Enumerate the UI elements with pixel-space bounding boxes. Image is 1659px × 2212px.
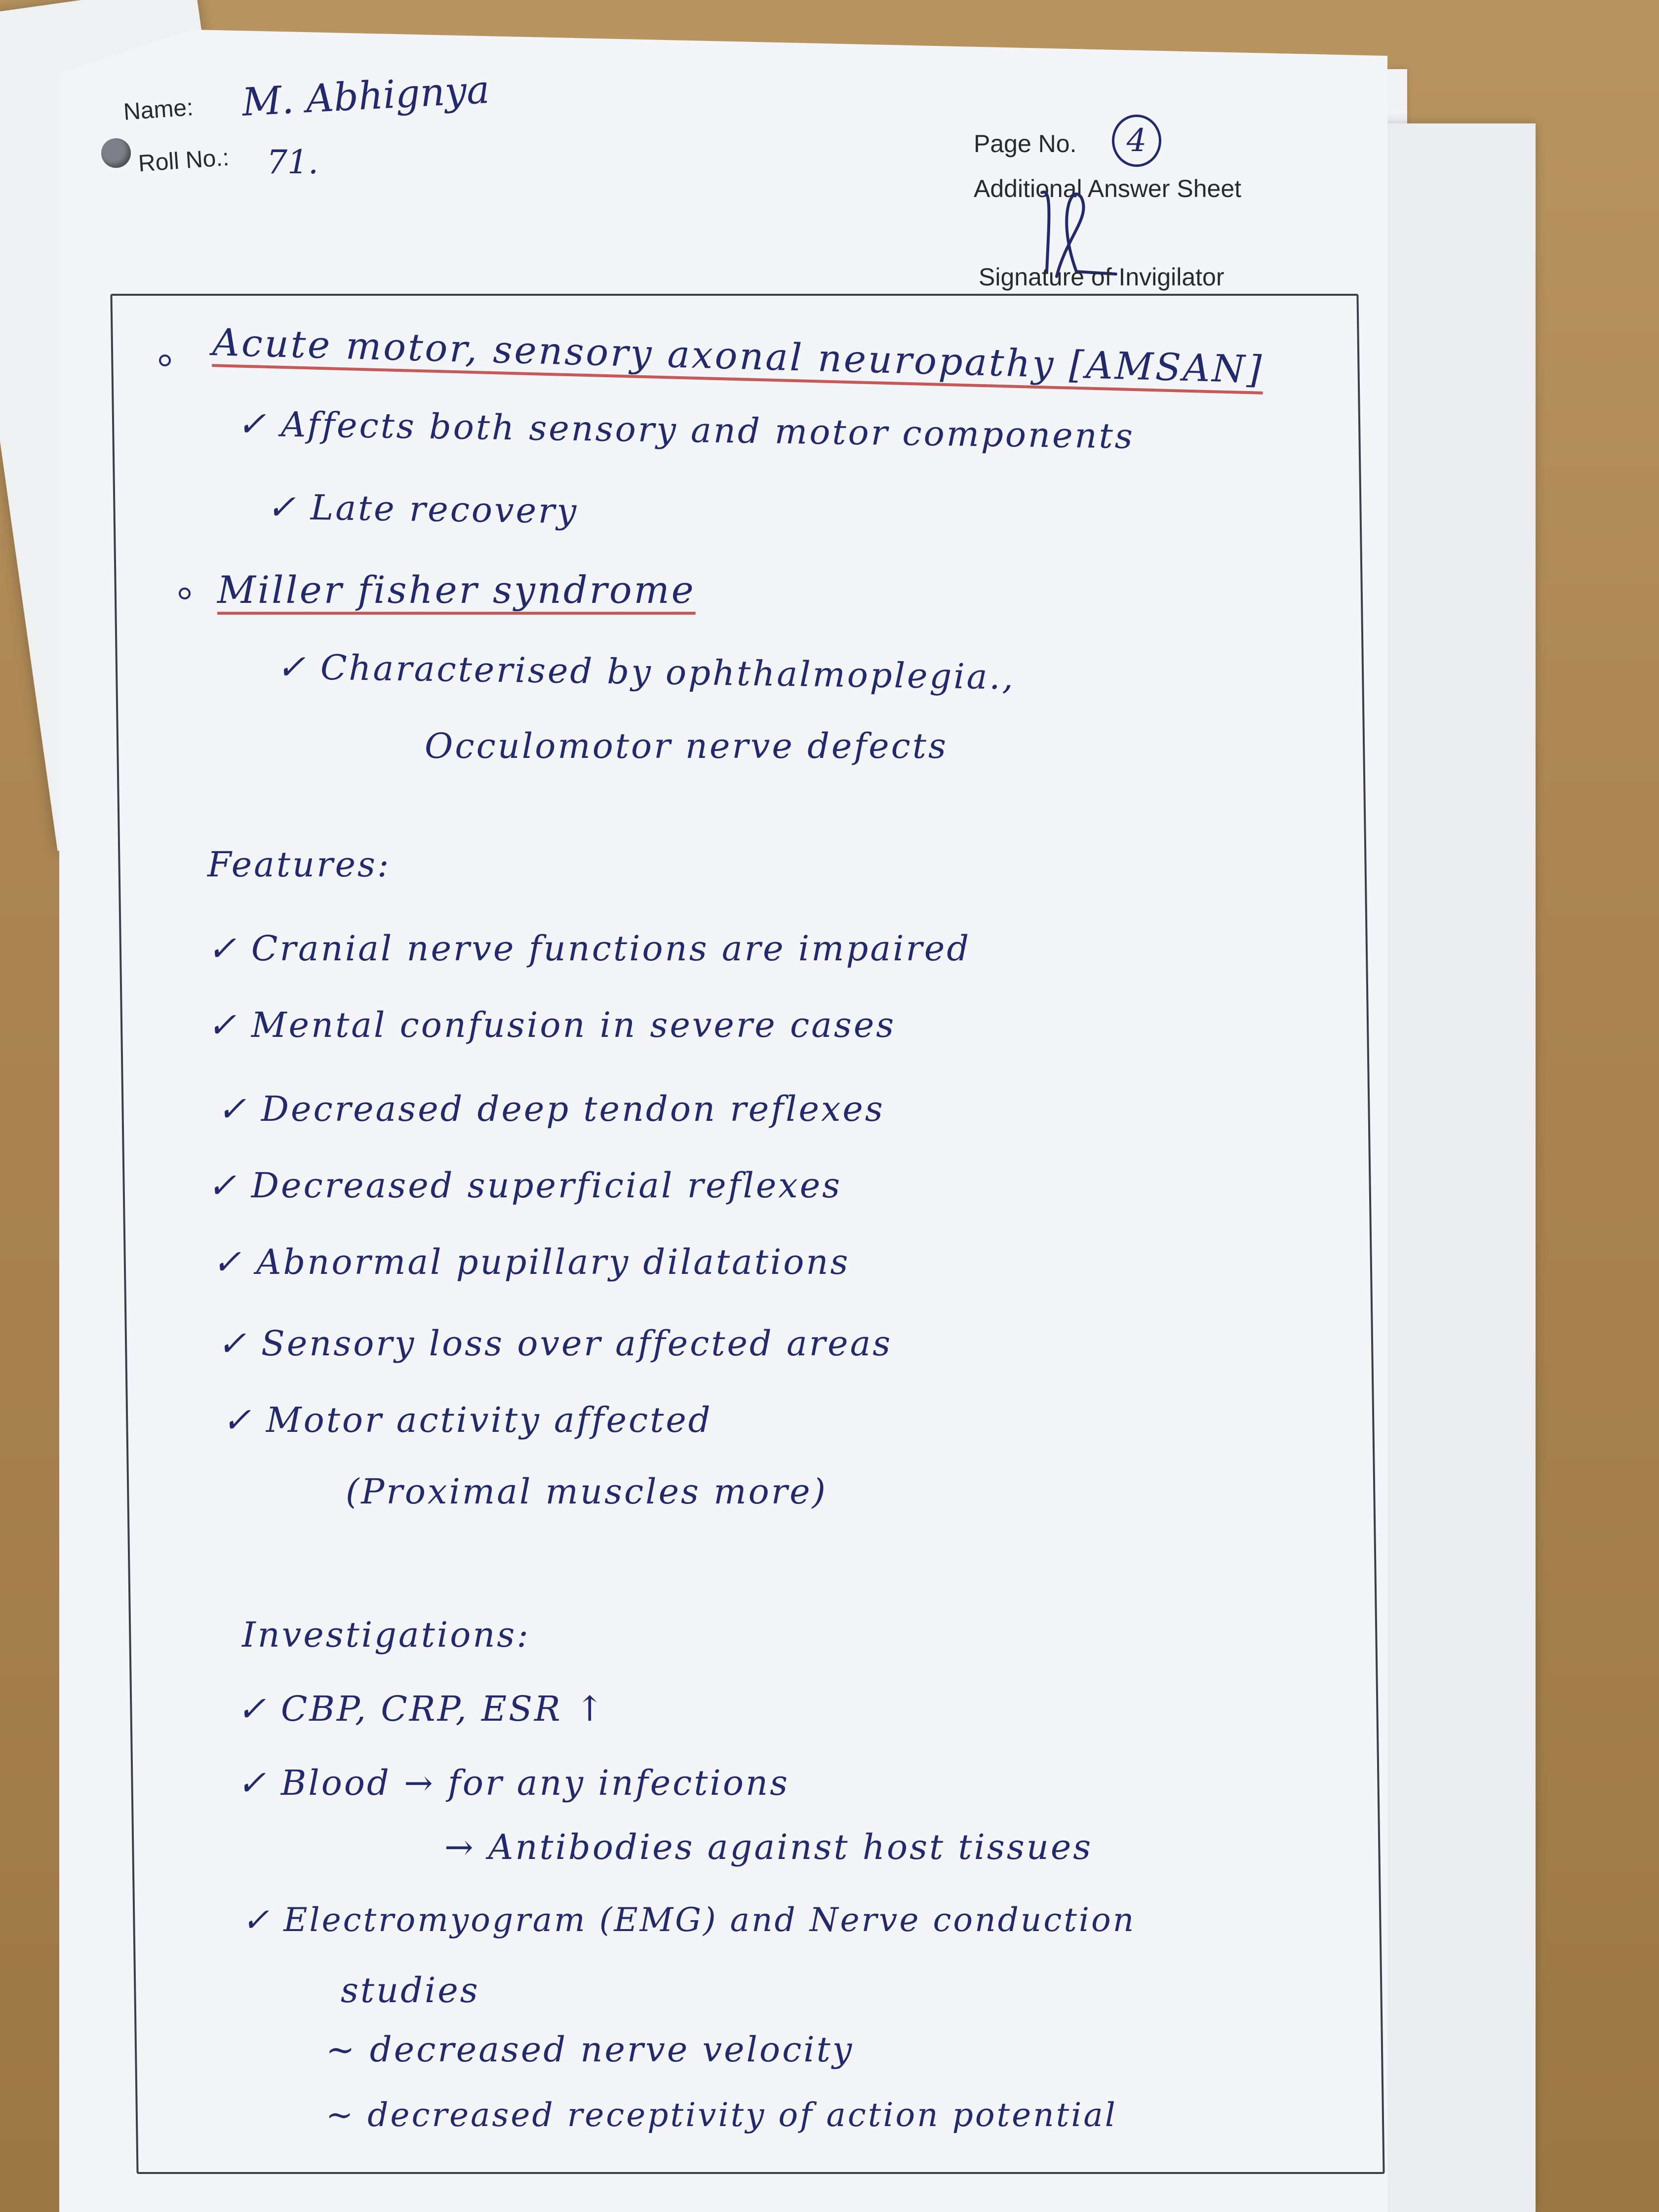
- investigation-item: ~ decreased receptivity of action potential: [326, 2096, 1117, 2134]
- roll-label: Roll No.:: [137, 144, 230, 177]
- name-label: Name:: [122, 94, 195, 125]
- staple-icon: [101, 138, 131, 168]
- roll-value: 71.: [267, 143, 318, 181]
- investigations-heading: Investigations:: [242, 1615, 530, 1655]
- investigation-item: studies: [341, 1970, 480, 2011]
- investigation-item: → Antibodies against host tissues: [444, 1827, 1093, 1867]
- amsan-point: ✓ Late recovery: [266, 486, 579, 532]
- feature-item: ✓ Motor activity affected: [222, 1400, 712, 1440]
- miller-heading: Miller fisher syndrome: [217, 568, 696, 612]
- investigation-item: ✓ Electromyogram (EMG) and Nerve conduction: [242, 1901, 1136, 1939]
- feature-item: ✓ Mental confusion in severe cases: [207, 1005, 896, 1045]
- additional-sheet-label: Additional Answer Sheet: [974, 175, 1242, 202]
- bullet-dot: [159, 355, 171, 366]
- name-value: M. Abhignya: [240, 67, 491, 125]
- feature-item: ✓ Cranial nerve functions are impaired: [207, 928, 971, 969]
- invigilator-signature-label: Signature of Invigilator: [979, 263, 1224, 291]
- page-number-label: Page No.: [974, 130, 1077, 158]
- investigation-item: ✓ Blood → for any infections: [237, 1763, 790, 1803]
- amsan-heading: Acute motor, sensory axonal neuropathy [AMSAN]: [212, 320, 1264, 392]
- feature-item: ✓ Decreased superficial reflexes: [207, 1165, 842, 1206]
- page-number-value: 4: [1112, 115, 1161, 167]
- miller-point: Occulomotor nerve defects: [425, 726, 948, 766]
- bullet-dot: [179, 588, 191, 599]
- amsan-point: ✓ Affects both sensory and motor components: [237, 403, 1135, 457]
- miller-point: ✓ Characterised by ophthalmoplegia.,: [276, 646, 1016, 698]
- feature-item: ✓ Decreased deep tendon reflexes: [217, 1089, 885, 1129]
- investigation-item: ~ decreased nerve velocity: [326, 2029, 854, 2070]
- investigation-item: ✓ CBP, CRP, ESR ↑: [237, 1689, 606, 1729]
- features-heading: Features:: [207, 844, 391, 885]
- feature-item: ✓ Sensory loss over affected areas: [217, 1323, 893, 1364]
- feature-item: (Proximal muscles more): [346, 1471, 828, 1512]
- feature-item: ✓ Abnormal pupillary dilatations: [212, 1242, 850, 1282]
